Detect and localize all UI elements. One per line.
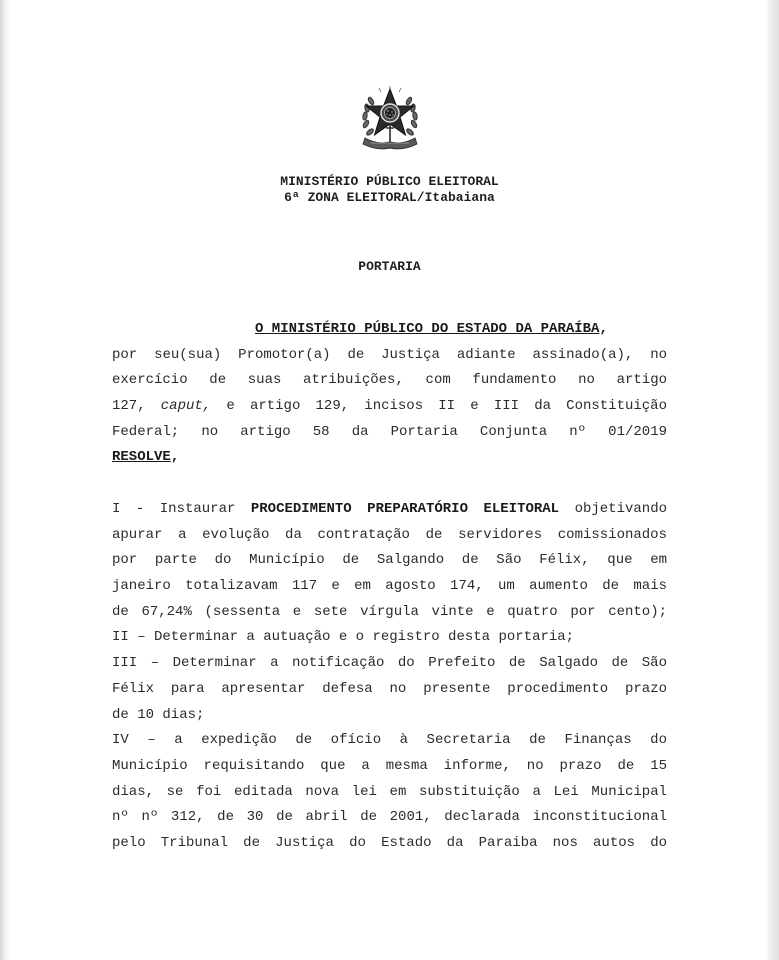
preamble-line-1 [112, 317, 667, 343]
page-right-shadow [765, 0, 779, 960]
item-1-suffix: objetivando [559, 501, 667, 517]
item-4-line-1: IV – a expedição de ofício à Secretaria de Finanças do [112, 732, 667, 749]
page-left-shadow [0, 0, 10, 960]
header-ministry-name: MINISTÉRIO PÚBLICO ELEITORAL [280, 174, 499, 189]
item-3-line-2: Félix para apresentar defesa no presente procedimento prazo [112, 680, 667, 697]
preamble-line-4-a: 127, [112, 398, 161, 415]
item-1-line-2: apurar a evolução da contratação de servidores comissionados [112, 526, 667, 543]
item-1-line-4: janeiro totalizavam 117 e em agosto 174, um aumento de mais [112, 578, 667, 595]
resolve-word: RESOLVE [112, 449, 171, 466]
brazil-coat-of-arms-icon [357, 84, 423, 154]
institution-name: O MINISTÉRIO PÚBLICO DO ESTADO DA PARAÍBA [255, 321, 600, 337]
item-1-prefix: I - Instaurar [112, 501, 251, 517]
item-4-line-5: pelo Tribunal de Justiça do Estado da Paraiba nos autos do [112, 834, 667, 851]
caput-term: caput, [160, 398, 212, 415]
preamble [112, 317, 667, 471]
preamble-line-2: por seu(sua) Promotor(a) de Justiça adiante assinado(a), no [112, 346, 667, 363]
item-1-line-1 [112, 497, 667, 523]
item-4-line-4: nº nº 312, de 30 de abril de 2001, declarada inconstitucional [112, 809, 667, 826]
procedure-name: PROCEDIMENTO PREPARATÓRIO ELEITORAL [250, 501, 560, 517]
preamble-line-4 [112, 394, 667, 420]
item-2: II – Determinar a autuação e o registro desta portaria; [112, 629, 575, 646]
preamble-line-3: exercício de suas atribuições, com fundamento no artigo [112, 372, 667, 389]
resolve-line [112, 445, 667, 471]
item-4-line-2: Município requisitando que a mesma informe, no prazo de 15 [112, 757, 667, 774]
document-title: PORTARIA [358, 259, 421, 274]
resolve-comma: , [170, 449, 180, 466]
item-4-line-3: dias, se foi editada nova lei em substituição a Lei Municipal [112, 783, 667, 800]
item-1-line-3: por parte do Município de Salgando de São Félix, que em [112, 552, 667, 569]
item-3-line-3: de 10 dias; [112, 706, 205, 723]
preamble-line-5: Federal; no artigo 58 da Portaria Conjunta nº 01/2019 [112, 423, 667, 440]
item-3-line-1: III – Determinar a notificação do Prefeito de Salgado de São [112, 655, 667, 672]
preamble-line-4-b: e artigo 129, incisos II e III da Constituição [211, 398, 667, 415]
item-1-line-5: de 67,24% (sessenta e sete vírgula vinte e quatro por cento); [112, 603, 667, 620]
header-electoral-zone: 6ª ZONA ELEITORAL/Itabaiana [284, 190, 495, 205]
resolution-items [112, 497, 667, 857]
institution-comma: , [599, 321, 608, 337]
